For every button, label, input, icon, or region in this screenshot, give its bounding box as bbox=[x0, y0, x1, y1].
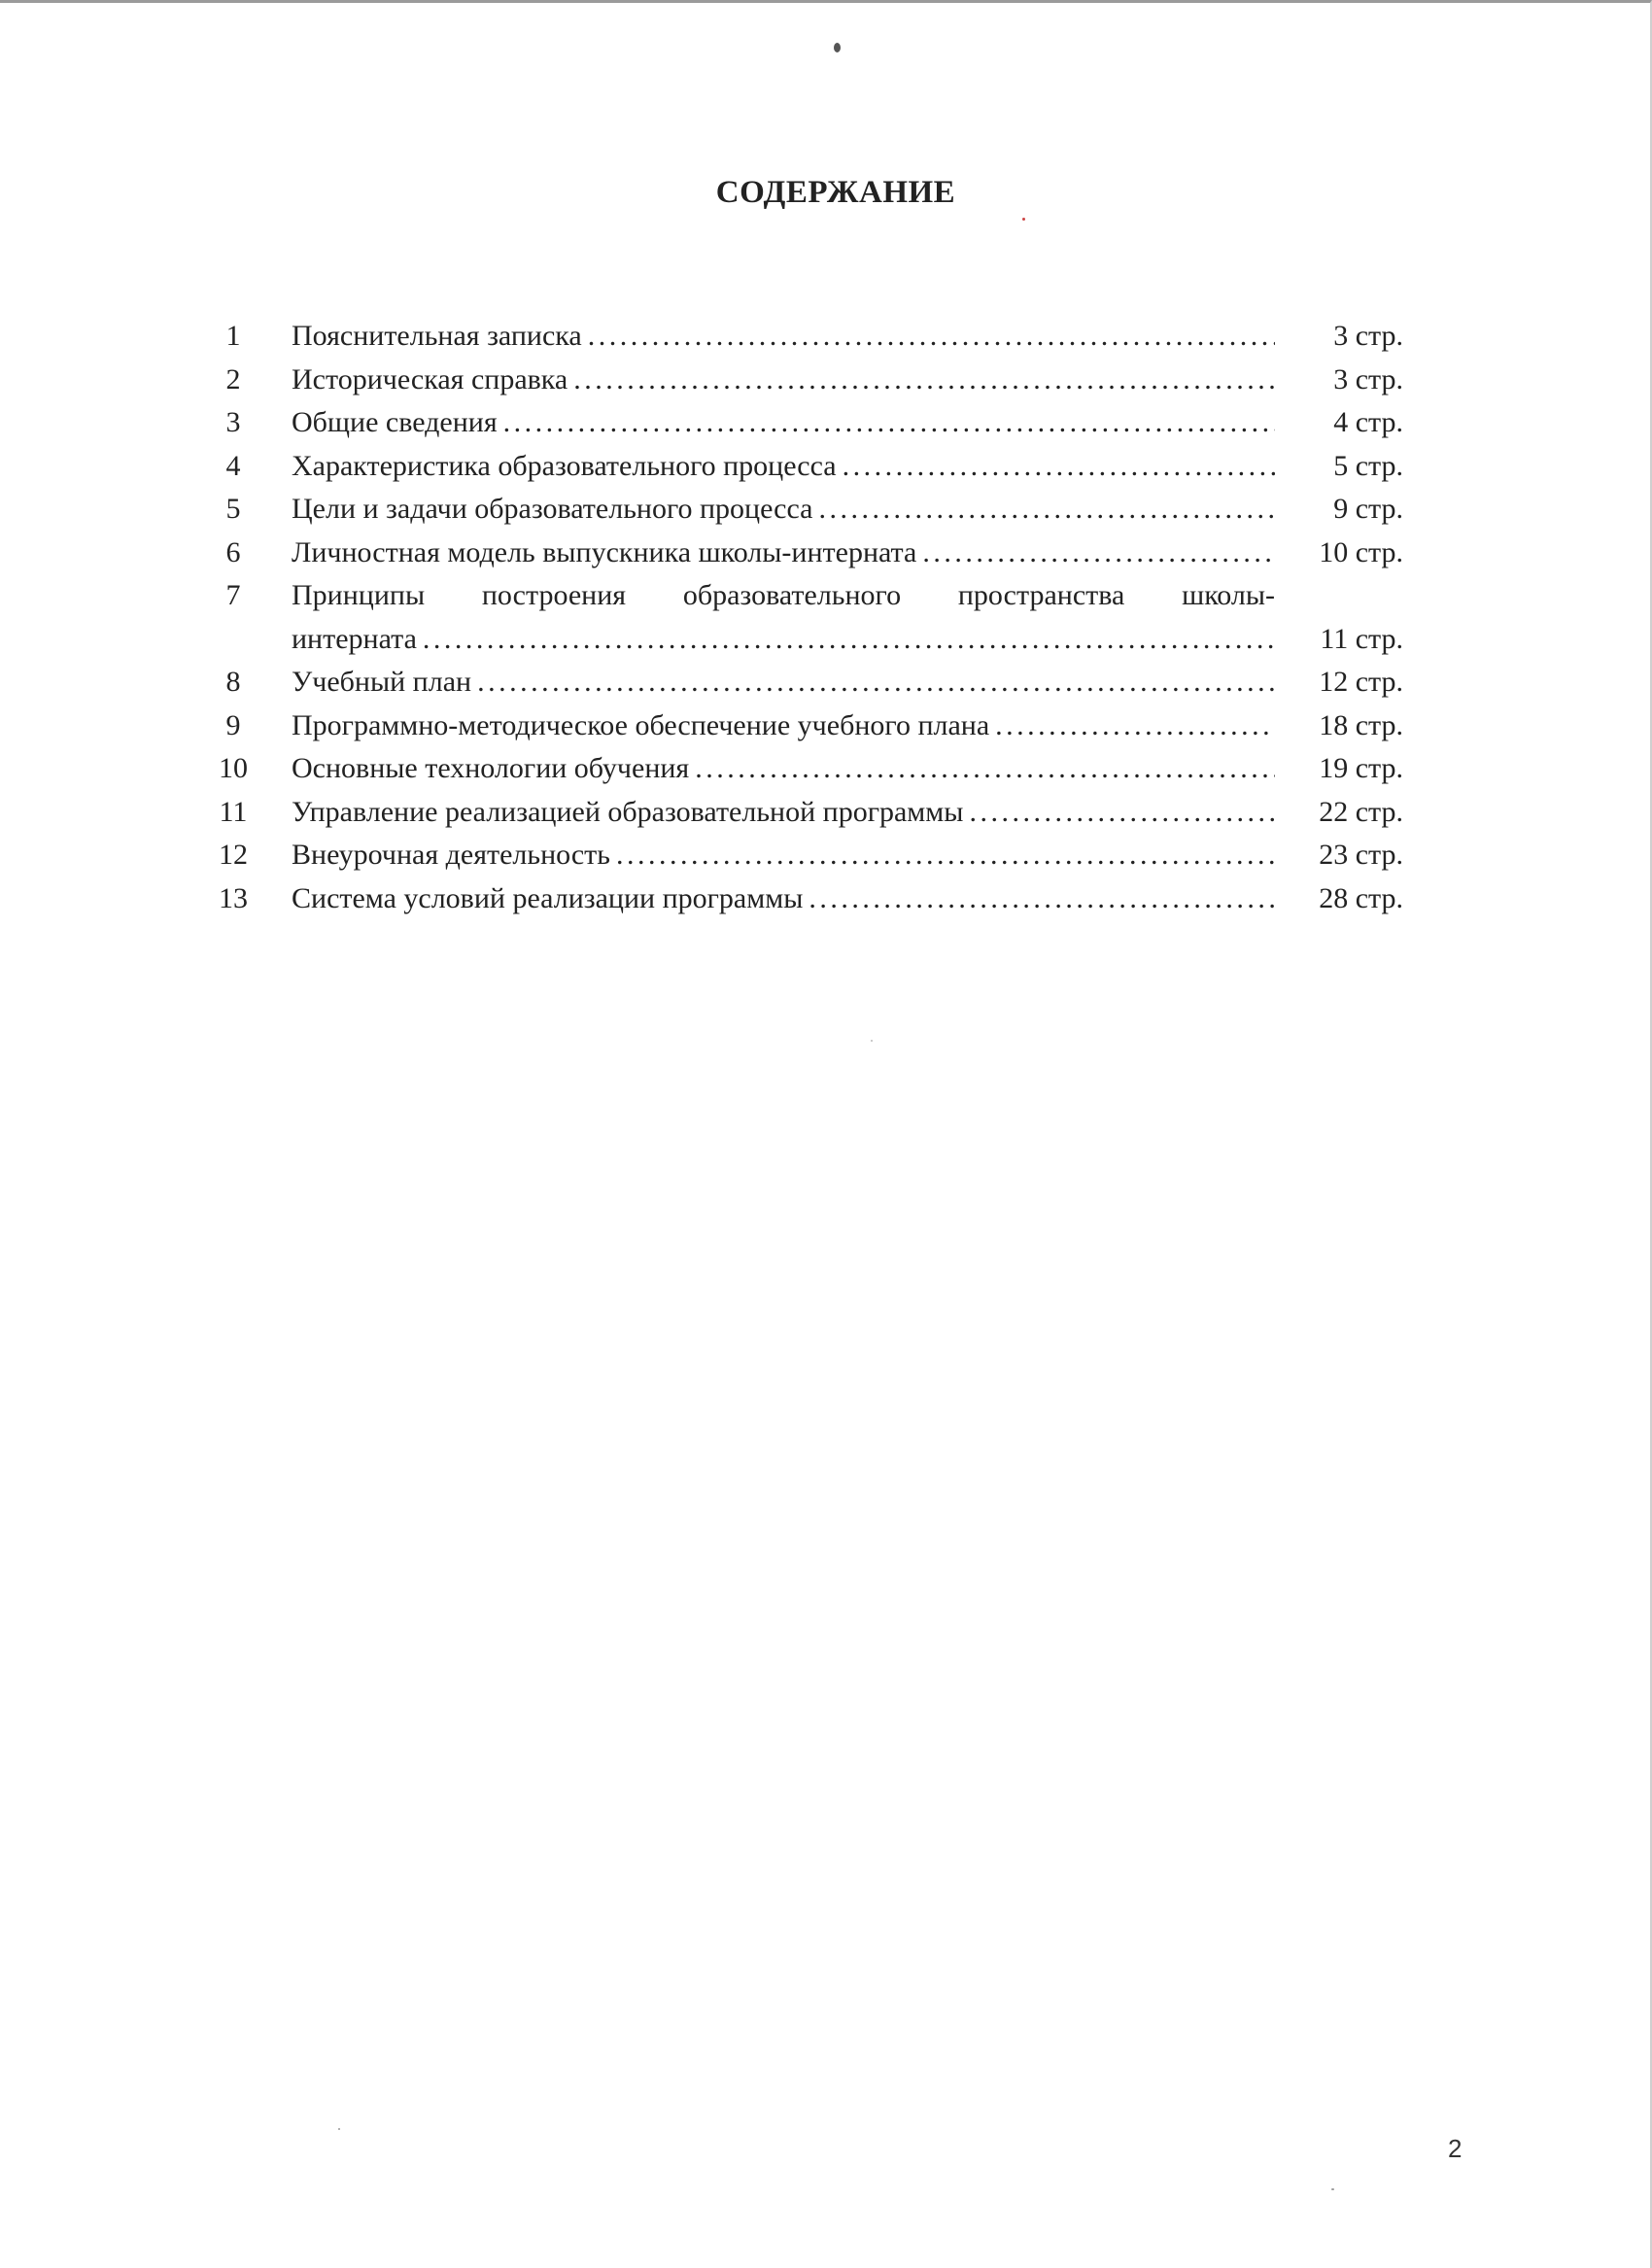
toc-entry-page: 9 стр. bbox=[1333, 493, 1403, 525]
toc-entry-title: Историческая справка bbox=[292, 362, 568, 395]
toc-entry-page: 3 стр. bbox=[1333, 320, 1403, 352]
toc-entry-number: 7 bbox=[225, 579, 241, 611]
dot-leader bbox=[503, 401, 1275, 445]
toc-entry bbox=[0, 532, 1652, 575]
toc-entry bbox=[0, 877, 1652, 921]
toc-entry-number: 10 bbox=[219, 752, 248, 784]
dot-leader bbox=[969, 791, 1275, 835]
dot-leader bbox=[573, 359, 1275, 402]
toc-entry-title: Личностная модель выпускника школы-интерната bbox=[292, 535, 917, 568]
toc-entry-number: 5 bbox=[225, 493, 241, 525]
toc-entry-page: 22 стр. bbox=[1319, 795, 1403, 828]
dot-leader bbox=[477, 661, 1275, 704]
toc-entry-title: Программно-методическое обеспечение учебного плана bbox=[292, 708, 990, 741]
toc-entry bbox=[0, 834, 1652, 877]
dot-leader bbox=[616, 834, 1275, 877]
toc-entry-title: Основные технологии обучения bbox=[292, 752, 690, 784]
toc-entry-page: 10 стр. bbox=[1319, 535, 1403, 568]
document-title: СОДЕРЖАНИЕ bbox=[715, 175, 956, 210]
toc-entry bbox=[0, 445, 1652, 489]
dot-leader bbox=[818, 488, 1275, 532]
toc-entry-page: 18 стр. bbox=[1319, 708, 1403, 741]
toc-entry-title: Учебный план bbox=[292, 666, 472, 698]
scan-speck bbox=[871, 1040, 873, 1042]
toc-entry-page: 5 стр. bbox=[1333, 449, 1403, 482]
toc-entry bbox=[0, 704, 1652, 748]
table-of-contents bbox=[0, 315, 1652, 920]
toc-entry-title: Общие сведения bbox=[292, 406, 498, 438]
toc-entry-title: Цели и задачи образовательного процесса bbox=[292, 493, 813, 525]
scan-speck bbox=[1022, 218, 1025, 221]
dot-leader bbox=[588, 315, 1275, 359]
toc-entry-title-line-1: Принципы построения образовательного пространства школы- bbox=[292, 579, 1275, 611]
toc-entry bbox=[0, 661, 1652, 704]
page-number: 2 bbox=[1448, 2134, 1463, 2163]
dot-leader bbox=[922, 532, 1275, 575]
toc-entry bbox=[0, 791, 1652, 835]
toc-entry bbox=[0, 747, 1652, 791]
toc-entry bbox=[0, 488, 1652, 532]
toc-entry-page: 12 стр. bbox=[1319, 666, 1403, 698]
dot-leader bbox=[995, 704, 1275, 748]
toc-entry-page: 28 стр. bbox=[1319, 881, 1403, 914]
toc-entry-title-line-2: интерната bbox=[292, 622, 417, 655]
toc-entry-title: Внеурочная деятельность bbox=[292, 839, 610, 871]
toc-entry bbox=[0, 401, 1652, 445]
scan-speck bbox=[834, 43, 841, 52]
dot-leader bbox=[809, 877, 1275, 921]
dot-leader bbox=[843, 445, 1275, 489]
toc-entry-number: 11 bbox=[219, 795, 248, 828]
toc-entry-title: Характеристика образовательного процесса bbox=[292, 449, 837, 482]
toc-entry-number: 9 bbox=[225, 708, 241, 741]
dot-leader bbox=[695, 747, 1275, 791]
toc-entry-page: 4 стр. bbox=[1333, 406, 1403, 438]
scan-speck bbox=[1331, 2188, 1334, 2190]
toc-entry-title: Управление реализацией образовательной программы bbox=[292, 795, 964, 828]
toc-entry-number: 1 bbox=[225, 320, 241, 352]
toc-entry-number: 3 bbox=[225, 406, 241, 438]
toc-entry bbox=[0, 315, 1652, 359]
toc-entry-number: 6 bbox=[225, 535, 241, 568]
toc-entry-number: 13 bbox=[219, 881, 248, 914]
toc-entry-number: 12 bbox=[219, 839, 248, 871]
toc-entry bbox=[0, 574, 1652, 661]
toc-entry-title: Система условий реализации программы bbox=[292, 881, 804, 914]
dot-leader bbox=[423, 618, 1275, 662]
toc-entry-number: 2 bbox=[225, 362, 241, 395]
toc-entry bbox=[0, 359, 1652, 402]
toc-entry-page: 23 стр. bbox=[1319, 839, 1403, 871]
toc-entry-page: 11 стр. bbox=[1320, 622, 1403, 655]
toc-entry-number: 8 bbox=[225, 666, 241, 698]
scan-speck bbox=[338, 2128, 340, 2130]
toc-entry-number: 4 bbox=[225, 449, 241, 482]
toc-entry-page: 3 стр. bbox=[1333, 362, 1403, 395]
toc-entry-title: Пояснительная записка bbox=[292, 320, 582, 352]
toc-entry-page: 19 стр. bbox=[1319, 752, 1403, 784]
